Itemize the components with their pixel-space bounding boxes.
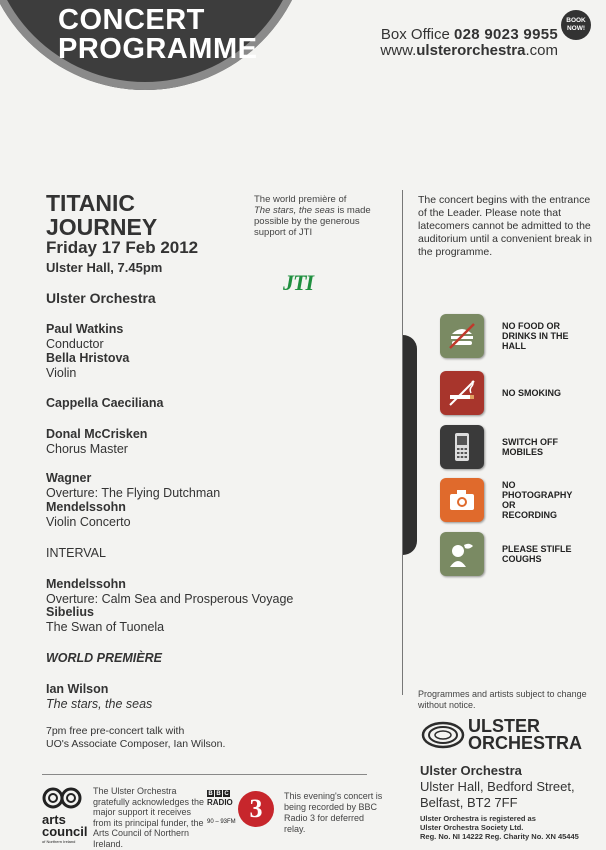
event-title <box>46 191 246 239</box>
premiere-heading <box>46 651 376 666</box>
radio-3-logo: 3 <box>238 791 274 827</box>
coughing-person-icon <box>440 532 484 576</box>
arts-council-wordmark: arts council <box>42 812 88 839</box>
rule-label: NO SMOKING <box>502 388 562 398</box>
reg-line-3: Reg. No. NI 14222 Reg. Charity No. XN 45445 <box>420 832 579 841</box>
arts-council-logo <box>42 787 88 844</box>
composer: Mendelssohn <box>46 577 126 591</box>
composer: Ian Wilson <box>46 682 109 696</box>
pre-concert-talk <box>46 725 376 751</box>
bottom-divider <box>42 774 367 775</box>
premiere-heading-text: WORLD PREMIÈRE <box>46 651 162 665</box>
rule-mobiles <box>440 425 572 469</box>
chorus-master-role: Chorus Master <box>46 442 128 456</box>
premiere-note-line2: is made possible by the generous support of JTI <box>254 205 371 238</box>
composer: Wagner <box>46 471 92 485</box>
book-now-badge[interactable] <box>561 10 591 40</box>
talk-line-2: UO's Associate Composer, Ian Wilson. <box>46 738 226 750</box>
event-title-line-2: JOURNEY <box>46 214 158 240</box>
latecomers-note: The concert begins with the entrance of the Leader. Please note that latecomers cannot be admitted to the auditorium until a convenient break in the programme. <box>418 194 592 258</box>
book-now-line-2: NOW! <box>566 25 586 32</box>
orchestra-name: Ulster Orchestra <box>46 290 156 306</box>
performer-name: Bella Hristova <box>46 351 130 365</box>
performer-name: Paul Watkins <box>46 322 124 336</box>
rule-no-photography <box>440 478 572 522</box>
premiere-note-work: The stars, the seas <box>254 205 335 216</box>
bbc-letter: B <box>216 790 221 797</box>
jti-logo: JTI <box>283 270 313 295</box>
choir-name: Cappella Caeciliana <box>46 396 164 410</box>
web-suffix: .com <box>525 42 558 59</box>
rule-no-smoking <box>440 371 572 415</box>
performer-1 <box>46 322 376 351</box>
event-date: Friday 17 Feb 2012 <box>46 238 199 257</box>
rule-coughs <box>440 532 572 576</box>
chorus-master-name: Donal McCrisken <box>46 427 148 441</box>
interval-label: INTERVAL <box>46 546 106 560</box>
reg-line-1: Ulster Orchestra is registered as <box>420 814 536 823</box>
work: The Swan of Tuonela <box>46 620 165 634</box>
programme-item-1 <box>46 471 376 500</box>
work: Violin Concerto <box>46 515 131 529</box>
uo-logo-line-1: ULSTER <box>468 716 540 736</box>
divider-half-circle-graphic <box>403 335 417 555</box>
book-now-line-1: BOOK <box>566 17 586 24</box>
arts-council-swirl-icon <box>42 787 82 809</box>
website-link[interactable] <box>380 42 558 59</box>
rule-label: SWITCH OFF MOBILES <box>502 437 558 457</box>
mobile-phone-icon <box>440 425 484 469</box>
title-line-2: PROGRAMME <box>58 33 258 65</box>
ulster-orchestra-logo <box>420 718 582 752</box>
premiere-note-line1: The world première of <box>254 194 347 205</box>
premiere-note <box>254 194 384 238</box>
bbc-radio-logo <box>207 790 236 825</box>
rule-label: NO FOOD OR DRINKS IN THE HALL <box>502 321 569 351</box>
work: Overture: Calm Sea and Prosperous Voyage <box>46 592 294 606</box>
box-office <box>381 26 558 43</box>
arts-council-acknowledgement: The Ulster Orchestra gratefully acknowledges the major support it receives from its principal funder, the Arts Council of Northern Ireland. <box>93 786 205 849</box>
uo-logo-line-2: ORCHESTRA <box>468 733 583 753</box>
reg-line-2: Ulster Orchestra Society Ltd. <box>420 823 524 832</box>
programme-item-3 <box>46 577 376 606</box>
bbc-letter: B <box>208 790 213 797</box>
page-title <box>58 6 257 64</box>
bbc-letter: C <box>224 790 229 797</box>
box-office-label: Box Office <box>380 26 450 43</box>
premiere-item <box>46 682 376 711</box>
title-line-1: CONCERT <box>58 4 205 36</box>
address-name: Ulster Orchestra <box>420 763 522 778</box>
registration-info <box>420 814 605 841</box>
programme-item-4 <box>46 605 376 634</box>
choir <box>46 396 376 411</box>
ulster-orchestra-swirl-icon <box>420 720 466 750</box>
rule-label: NO PHOTOGRAPHY OR RECORDING <box>502 480 573 520</box>
event-venue: Ulster Hall, 7.45pm <box>46 260 163 275</box>
arts-council-sub: of Northern Ireland <box>42 839 76 844</box>
composer: Sibelius <box>46 605 94 619</box>
address-line-2: Belfast, BT2 7FF <box>420 795 518 810</box>
work: The stars, the seas <box>46 697 153 711</box>
cigarette-icon <box>440 371 484 415</box>
rule-no-food <box>440 314 572 358</box>
web-domain: ulsterorchestra <box>416 42 526 59</box>
bbc-recording-note: This evening's concert is being recorded by BBC Radio 3 for deferred relay. <box>284 791 383 834</box>
event-title-line-1: TITANIC <box>46 190 136 216</box>
address-line-1: Ulster Hall, Bedford Street, <box>420 779 575 794</box>
composer: Mendelssohn <box>46 500 126 514</box>
programme-item-2 <box>46 500 376 529</box>
rule-label: PLEASE STIFLE COUGHS <box>502 544 572 564</box>
box-office-phone: 028 9023 9955 <box>454 26 558 43</box>
radio-frequency: 90 – 93FM <box>207 819 236 825</box>
burger-icon <box>440 314 484 358</box>
subject-to-change-note: Programmes and artists subject to change without notice. <box>418 689 587 710</box>
performer-role: Conductor <box>46 337 104 351</box>
camera-icon <box>440 478 484 522</box>
talk-line-1: 7pm free pre-concert talk with <box>46 725 185 737</box>
address <box>420 779 600 811</box>
interval <box>46 546 376 560</box>
performer-role: Violin <box>46 366 77 380</box>
chorus-master <box>46 427 376 456</box>
work: Overture: The Flying Dutchman <box>46 486 221 500</box>
radio-word: RADIO <box>207 798 233 807</box>
web-prefix: www. <box>380 42 417 59</box>
performer-2 <box>46 351 376 380</box>
